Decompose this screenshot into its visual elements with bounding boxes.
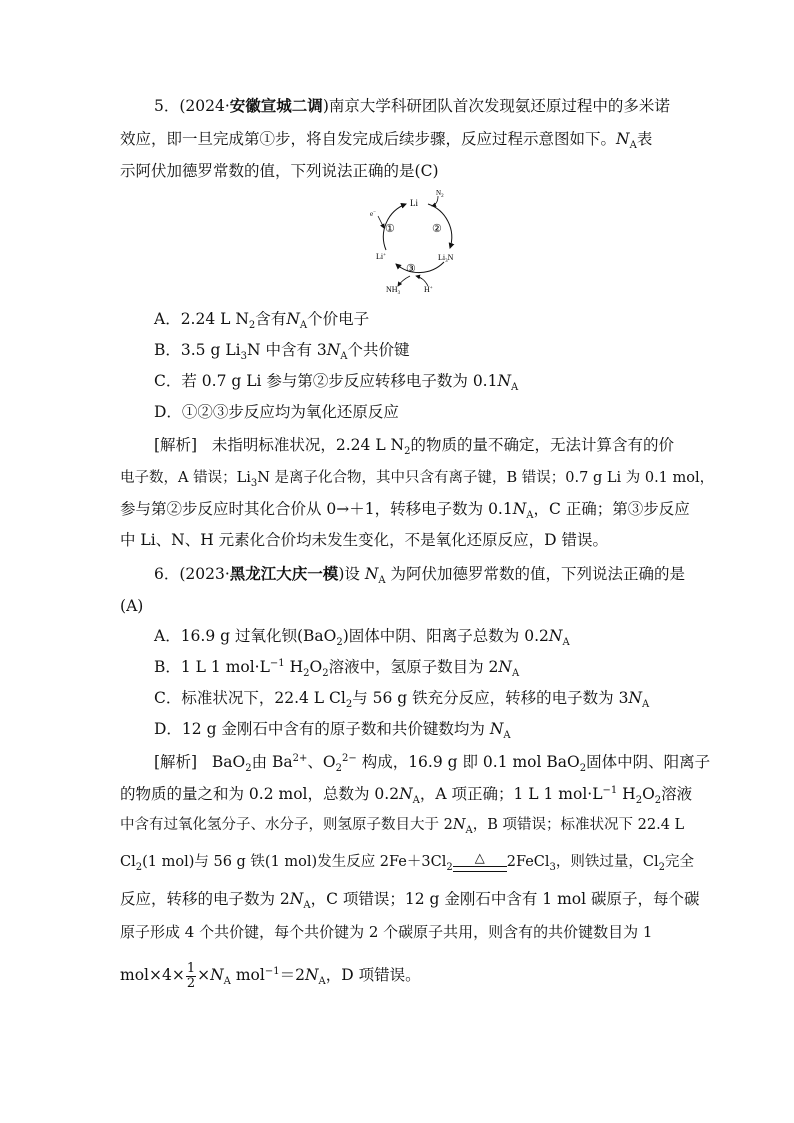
q6-stem-line-2: (A): [120, 597, 144, 615]
q5-explanation-line-3: 参与第②步反应时其化合价从 0→＋1，转移电子数为 $0.1N_A$，C 正确；第③步反应: [120, 500, 690, 522]
q5-option-a: A．2.24 L $N_2$含有$N_A$个价电子: [154, 310, 370, 332]
nh3-out-arrow: [398, 276, 410, 286]
reaction-cycle-diagram: [366, 186, 476, 298]
q6-explanation-line-2: 的物质的量之和为 0.2 mol，总数为 $0.2N_A$，A 项正确；1 L 1 $mol\cdot L^{-1}$ $H_2O_2$溶液: [120, 784, 693, 807]
label-nh3: $NH_3$: [386, 285, 401, 296]
label-li: Li: [410, 198, 418, 208]
q6-option-d: D．12 g 金刚石中含有的原子数和共价键数均为 $N_A$: [154, 720, 511, 742]
q5-explanation-line-1: [解析] 未指明标准状况，2.24 L $N_2$的物质的量不确定，无法计算含有的价: [154, 436, 675, 458]
q5-answer: C: [420, 162, 433, 180]
label-step3: ③: [406, 262, 416, 275]
q5-option-b: B．3.5 g $Li_3N$ 中含有 $3N_A$个共价键: [154, 341, 410, 363]
label-electron: e−: [370, 210, 376, 218]
q6-answer: A: [126, 597, 138, 615]
q5-option-c: C．若 0.7 g Li 参与第②步反应转移电子数为 $0.1N_A$: [154, 372, 519, 394]
q6-explanation-line-5: 反应，转移的电子数为 $2N_A$，C 项错误；12 g 金刚石中含有 1 mol 碳原子，每个碳: [120, 890, 700, 912]
heating-condition-sign: △: [453, 852, 507, 872]
q5-stem-line-1: 5．(2024·安徽宣城二调)南京大学科研团队首次发现氨还原过程中的多米诺: [154, 96, 670, 115]
label-n2: $N_2$: [436, 189, 444, 199]
q6-stem-line-1: 6．(2023·黑龙江大庆一模)设 $N_A$ 为阿伏加德罗常数的值，下列说法正确的是: [154, 564, 686, 587]
one-half-fraction: $\frac{1}{2}$: [186, 960, 196, 991]
q5-source: 安徽宣城二调: [229, 96, 323, 115]
q5-explanation-label: [解析]: [154, 436, 198, 454]
label-step2: ②: [432, 222, 442, 235]
q6-explanation-line-7: mol×4× $\frac{1}{2}$ $\times N_A$ $mol^{-1}=2N_A$，D 项错误。: [120, 960, 421, 991]
q6-source: 黑龙江大庆一模: [229, 564, 339, 583]
q6-explanation-line-6: 原子形成 4 个共价键，每个共价键为 2 个碳原子共用，则含有的共价键数目为 1: [120, 923, 653, 941]
label-li-plus: Li+: [376, 252, 386, 261]
label-h-plus: H+: [424, 285, 433, 294]
q6-option-c: C．标准状况下，22.4 L $Cl_2$与 56 g 铁充分反应，转移的电子数为 $3N_A$: [154, 689, 650, 711]
q5-explanation-line-4: 中 Li、N、H 元素化合价均未发生变化，不是氧化还原反应，D 错误。: [120, 531, 609, 549]
label-li3n: $Li_3N$: [438, 253, 454, 264]
n2-in-arrow: [432, 196, 438, 206]
q6-option-a: A．16.9 g 过氧化钡(BaO$_2$)固体中阴、阳离子总数为 $0.2N_A$: [154, 627, 570, 649]
cycle-arc-step3: [396, 262, 444, 273]
e-in-arrow: [378, 216, 384, 228]
q5-stem-line-3: 示阿伏加德罗常数的值，下列说法正确的是(C): [120, 162, 439, 180]
label-step1: ①: [385, 222, 395, 235]
q5-option-d: D．①②③步反应均为氧化还原反应: [154, 403, 399, 421]
q5-stem-line-2: 效应，即一旦完成第①步，将自发完成后续步骤，反应过程示意图如下。$N_A$表: [120, 130, 653, 152]
q6-explanation-label: [解析]: [154, 753, 198, 771]
q6-explanation-line-1: [解析] BaO$_2$由 $Ba^{2+}$、$O_2^{2-}$ 构成，16.9 g 即 0.1 mol BaO$_2$固体中阴、阳离子: [154, 752, 711, 775]
q6-explanation-line-4: $Cl_2(1$ mol)与 56 g 铁(1 mol)发生反应 $2Fe+3Cl_2$ △ 2FeCl$_3$，则铁过量，$Cl_2$完全: [120, 851, 695, 873]
q6-explanation-line-3: 中含有过氧化氢分子、水分子，则氢原子数目大于 $2N_A$，B 项错误；标准状况下 22.4 L: [120, 817, 685, 836]
q5-explanation-line-2: 电子数，A 错误；$Li_3N$ 是离子化合物，其中只含有离子键，B 错误；0.7 g Li 为 0.1 mol，: [120, 470, 715, 489]
q6-option-b: B．1 L 1 $mol\cdot L^{-1}$ $H_2O_2$溶液中，氢原子数目为 $2N_A$: [154, 657, 520, 680]
